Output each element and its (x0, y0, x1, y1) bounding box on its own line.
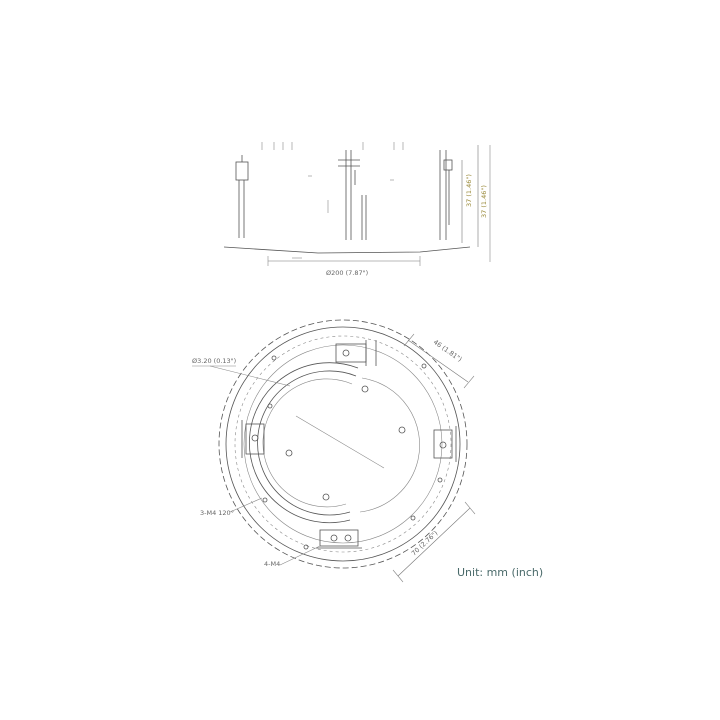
hole-diameter-label: Ø3.20 (0.13") (192, 357, 237, 365)
top-view (192, 320, 475, 582)
screw-label-120: 3-M4 120° (200, 509, 234, 517)
screw-label-4m4: 4-M4 (264, 560, 281, 568)
diameter-dimension-label: Ø200 (7.87") (326, 269, 369, 277)
top-bracket (336, 340, 376, 366)
right-bracket (434, 426, 456, 462)
top-right-dimension-label: 46 (1.81") (431, 338, 464, 364)
left-bracket (242, 420, 264, 458)
bottom-bracket (316, 530, 362, 548)
screw-holes (263, 356, 442, 549)
height-dimension-label-outer: 37 (1.46") (480, 185, 488, 218)
height-dimension-label: 37 (1.46") (465, 174, 473, 207)
side-view (224, 142, 490, 277)
units-label: Unit: mm (inch) (457, 566, 544, 579)
bottom-right-dimension-label: 70 (2.76") (409, 529, 440, 558)
